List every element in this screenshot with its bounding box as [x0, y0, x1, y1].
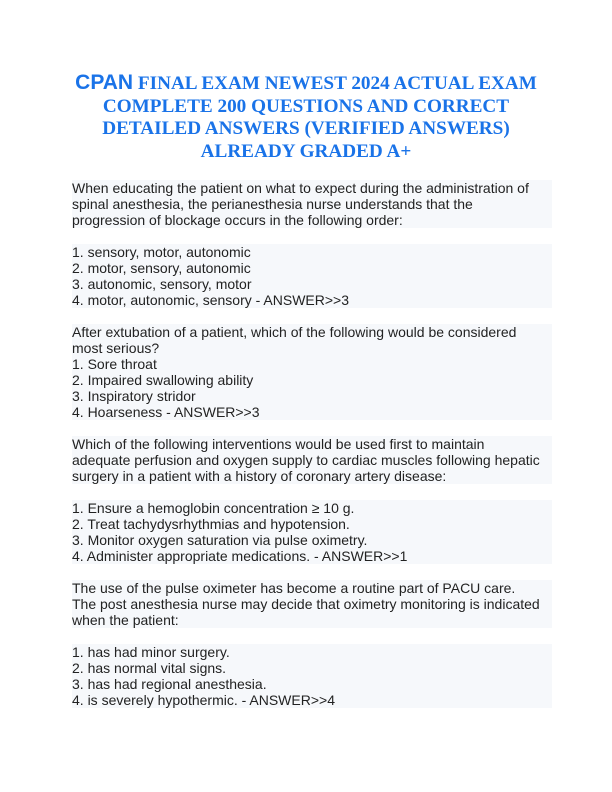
answer-option: 4. Hoarseness - ANSWER>>3	[72, 404, 552, 420]
title-line-4: ALREADY GRADED A+	[200, 140, 412, 162]
question-4	[72, 580, 552, 708]
answer-option: 1. sensory, motor, autonomic	[72, 244, 552, 260]
answer-option: 4. motor, autonomic, sensory - ANSWER>>3	[72, 292, 552, 308]
question-stem-line: most serious?	[72, 340, 552, 356]
answer-option: 3. Monitor oxygen saturation via pulse oximetry.	[72, 532, 552, 548]
answer-option: 4. is severely hypothermic. - ANSWER>>4	[72, 692, 552, 708]
document-title	[40, 72, 572, 163]
title-line-1-text: FINAL EXAM NEWEST 2024 ACTUAL EXAM	[133, 73, 537, 94]
answer-option: 1. has had minor surgery.	[72, 644, 552, 660]
question-stem-line: After extubation of a patient, which of the following would be considered	[72, 324, 552, 340]
title-line-3: DETAILED ANSWERS (VERIFIED ANSWERS)	[102, 118, 510, 139]
question-stem-line: when the patient:	[72, 612, 552, 628]
question-stem-line: adequate perfusion and oxygen supply to cardiac muscles following hepatic	[72, 452, 552, 468]
question-stem-line: The use of the pulse oximeter has become a routine part of PACU care.	[72, 580, 552, 596]
title-line-1	[40, 72, 572, 96]
answer-option: 1. Sore throat	[72, 356, 552, 372]
question-stem-line: surgery in a patient with a history of coronary artery disease:	[72, 468, 552, 484]
answer-option: 3. Inspiratory stridor	[72, 388, 552, 404]
question-stem-line: The post anesthesia nurse may decide that oximetry monitoring is indicated	[72, 596, 552, 612]
answer-option: 3. has had regional anesthesia.	[72, 676, 552, 692]
question-stem-line: progression of blockage occurs in the following order:	[72, 212, 552, 228]
question-2	[72, 324, 552, 420]
answer-option: 2. Treat tachydysrhythmias and hypotension.	[72, 516, 552, 532]
answer-option: 2. Impaired swallowing ability	[72, 372, 552, 388]
answer-option: 2. motor, sensory, autonomic	[72, 260, 552, 276]
answer-option: 3. autonomic, sensory, motor	[72, 276, 552, 292]
question-stem-line: Which of the following interventions would be used first to maintain	[72, 436, 552, 452]
title-line-2: COMPLETE 200 QUESTIONS AND CORRECT	[102, 95, 510, 117]
question-3	[72, 436, 552, 564]
answer-option: 4. Administer appropriate medications. - ANSWER>>1	[72, 548, 552, 564]
question-stem-line: spinal anesthesia, the perianesthesia nurse understands that the	[72, 196, 552, 212]
title-prefix: CPAN	[75, 71, 134, 94]
question-1	[72, 180, 552, 308]
answer-option: 1. Ensure a hemoglobin concentration ≥ 10 g.	[72, 500, 552, 516]
document-body	[72, 180, 552, 708]
answer-option: 2. has normal vital signs.	[72, 660, 552, 676]
question-stem-line: When educating the patient on what to expect during the administration of	[72, 180, 552, 196]
